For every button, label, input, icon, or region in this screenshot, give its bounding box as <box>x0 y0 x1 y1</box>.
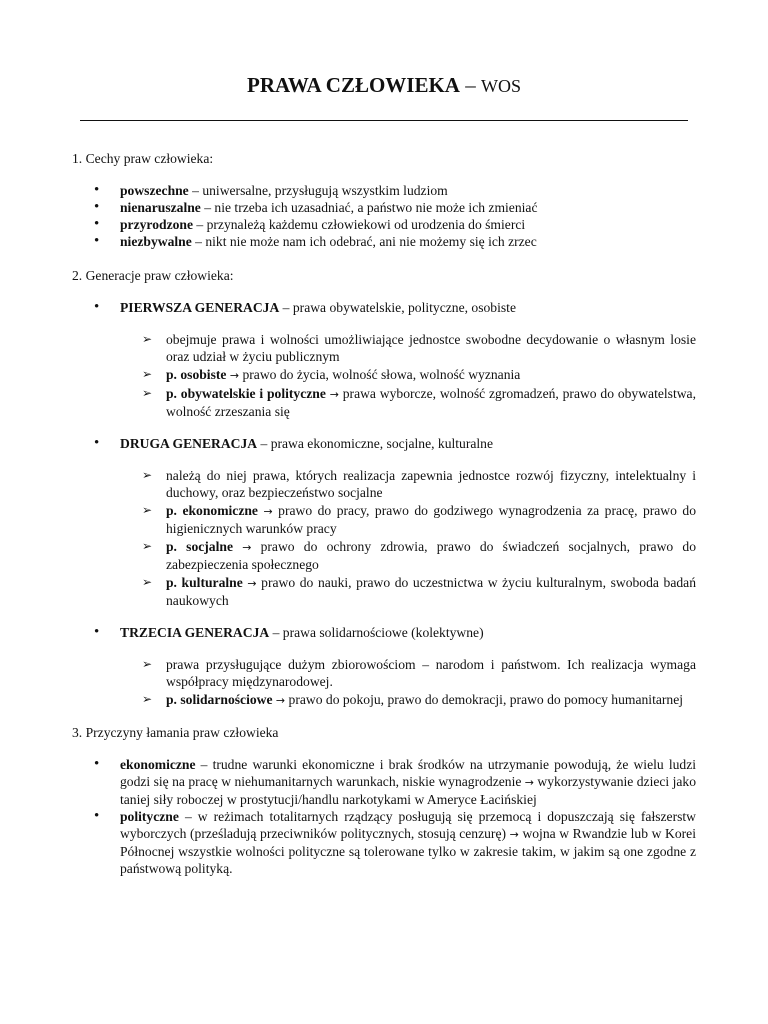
point-text: prawo do pokoju, prawo do demokracji, prawo do pomocy humanitarnej <box>285 692 684 707</box>
item-text: – nie trzeba ich uzasadniać, a państwo nie może ich zmieniać <box>200 200 538 215</box>
list-item <box>166 574 696 609</box>
list-item <box>166 691 696 709</box>
generation-desc: – prawa obywatelskie, polityczne, osobiste <box>279 300 516 315</box>
title-dash: – <box>459 73 481 97</box>
cause-term: polityczne <box>120 809 179 824</box>
list-item <box>120 808 696 877</box>
point-text: prawo do pracy, prawo do godziwego wynagrodzenia za pracę, prawo do higienicznych warunków pracy <box>166 503 697 536</box>
list-item <box>166 385 696 420</box>
generation-item-third <box>120 624 696 709</box>
arrow-icon: → <box>242 541 252 554</box>
point-text: prawo do życia, wolność słowa, wolność wyznania <box>239 367 521 382</box>
document-body <box>72 150 696 877</box>
arrow-icon: → <box>263 505 273 518</box>
point-text: obejmuje prawa i wolności umożliwiające jednostce swobodne decydowanie o własnym losie oraz udział w życiu publicznym <box>166 332 696 364</box>
point-term: p. socjalne <box>166 539 233 554</box>
generation-item-first <box>120 299 696 420</box>
generation-name: DRUGA GENERACJA <box>120 436 258 451</box>
item-term: nienaruszalne <box>120 200 201 215</box>
section-heading-3: 3. Przyczyny łamania praw człowieka <box>72 725 279 740</box>
generation-item-second <box>120 435 696 609</box>
item-term: powszechne <box>120 183 189 198</box>
point-text: prawa przysługujące dużym zbiorowościom – narodom i państwom. Ich realizacja wymaga współpracy międzynarodowej. <box>166 657 696 689</box>
generation-points <box>120 331 696 420</box>
list-item <box>166 502 696 537</box>
generation-desc: – prawa solidarnościowe (kolektywne) <box>269 625 484 640</box>
features-list <box>72 182 696 250</box>
cause-text: wojna w Rwandzie lub w Korei Północnej wszystkie wolności polityczne są tolerowane tylko w zakresie takim, w jakim są one zgodne z państwową polityką. <box>120 826 696 876</box>
point-text: prawo do ochrony zdrowia, prawo do świadczeń socjalnych, prawo do zabezpieczenia społecznego <box>166 539 696 572</box>
generation-points <box>120 656 696 709</box>
arrow-icon: → <box>524 776 535 789</box>
cause-text: – w reżimach totalitarnych rządzący posługują się przemocą i dopuszczają się fałszerstw wyborczych (prześladują przeciwników politycznych, stosują cenzurę) <box>120 809 696 841</box>
point-text: prawo do nauki, prawo do uczestnictwa w życiu kulturalnym, swoboda badań naukowych <box>166 575 696 608</box>
cause-text: wykorzystywanie dzieci jako taniej siły roboczej w prostytucji/handlu narkotykami w Ameryce Łacińskiej <box>120 774 697 807</box>
generation-points <box>120 467 696 609</box>
cause-text: – trudne warunki ekonomiczne i brak środków na utrzymanie powodują, że wielu ludzi godzi się na pracę w niehumanitarnych warunkach, niskie wynagrodzenie <box>120 757 696 789</box>
section-heading-1: 1. Cechy praw człowieka: <box>72 151 214 166</box>
item-term: przyrodzone <box>120 217 193 232</box>
arrow-icon: → <box>229 369 240 382</box>
causes-list <box>72 756 696 877</box>
list-item <box>166 366 696 384</box>
list-item <box>166 538 696 573</box>
generation-desc: – prawa ekonomiczne, socjalne, kulturalne <box>257 436 494 451</box>
title-divider <box>80 120 688 121</box>
list-item <box>166 656 696 690</box>
item-term: niezbywalne <box>120 234 192 249</box>
list-item <box>120 199 696 216</box>
list-item <box>120 182 696 199</box>
point-term: p. osobiste <box>166 367 227 382</box>
list-item <box>120 216 696 233</box>
arrow-icon: → <box>247 577 257 590</box>
item-text: – nikt nie może nam ich odebrać, ani nie możemy się ich zrzec <box>191 234 537 249</box>
arrow-icon: → <box>509 828 519 841</box>
arrow-icon: → <box>275 694 286 707</box>
point-term: p. solidarnościowe <box>166 692 273 707</box>
point-text: prawa wyborcze, wolność zgromadzeń, prawo do obywatelstwa, wolność zrzeszania się <box>166 386 696 419</box>
list-item <box>120 233 696 250</box>
generations-list <box>72 299 696 709</box>
point-term: p. kulturalne <box>166 575 243 590</box>
list-item <box>120 756 696 808</box>
title-subject: WOS <box>480 76 521 96</box>
title-main: PRAWA CZŁOWIEKA <box>247 73 460 97</box>
item-text: – uniwersalne, przysługują wszystkim ludziom <box>188 183 448 198</box>
point-term: p. ekonomiczne <box>166 503 258 518</box>
list-item <box>166 467 696 501</box>
generation-name: TRZECIA GENERACJA <box>120 625 270 640</box>
arrow-icon: → <box>329 388 339 401</box>
list-item <box>166 331 696 365</box>
page-title <box>0 72 768 99</box>
generation-name: PIERWSZA GENERACJA <box>120 300 280 315</box>
point-term: p. obywatelskie i polityczne <box>166 386 326 401</box>
cause-term: ekonomiczne <box>120 757 196 772</box>
point-text: należą do niej prawa, których realizacja zapewnia jednostce rozwój fizyczny, intelektualny i duchowy, oraz bezpieczeństwo socjalne <box>166 468 696 500</box>
section-heading-2: 2. Generacje praw człowieka: <box>72 268 234 283</box>
item-text: – przynależą każdemu człowiekowi od urodzenia do śmierci <box>193 217 526 232</box>
